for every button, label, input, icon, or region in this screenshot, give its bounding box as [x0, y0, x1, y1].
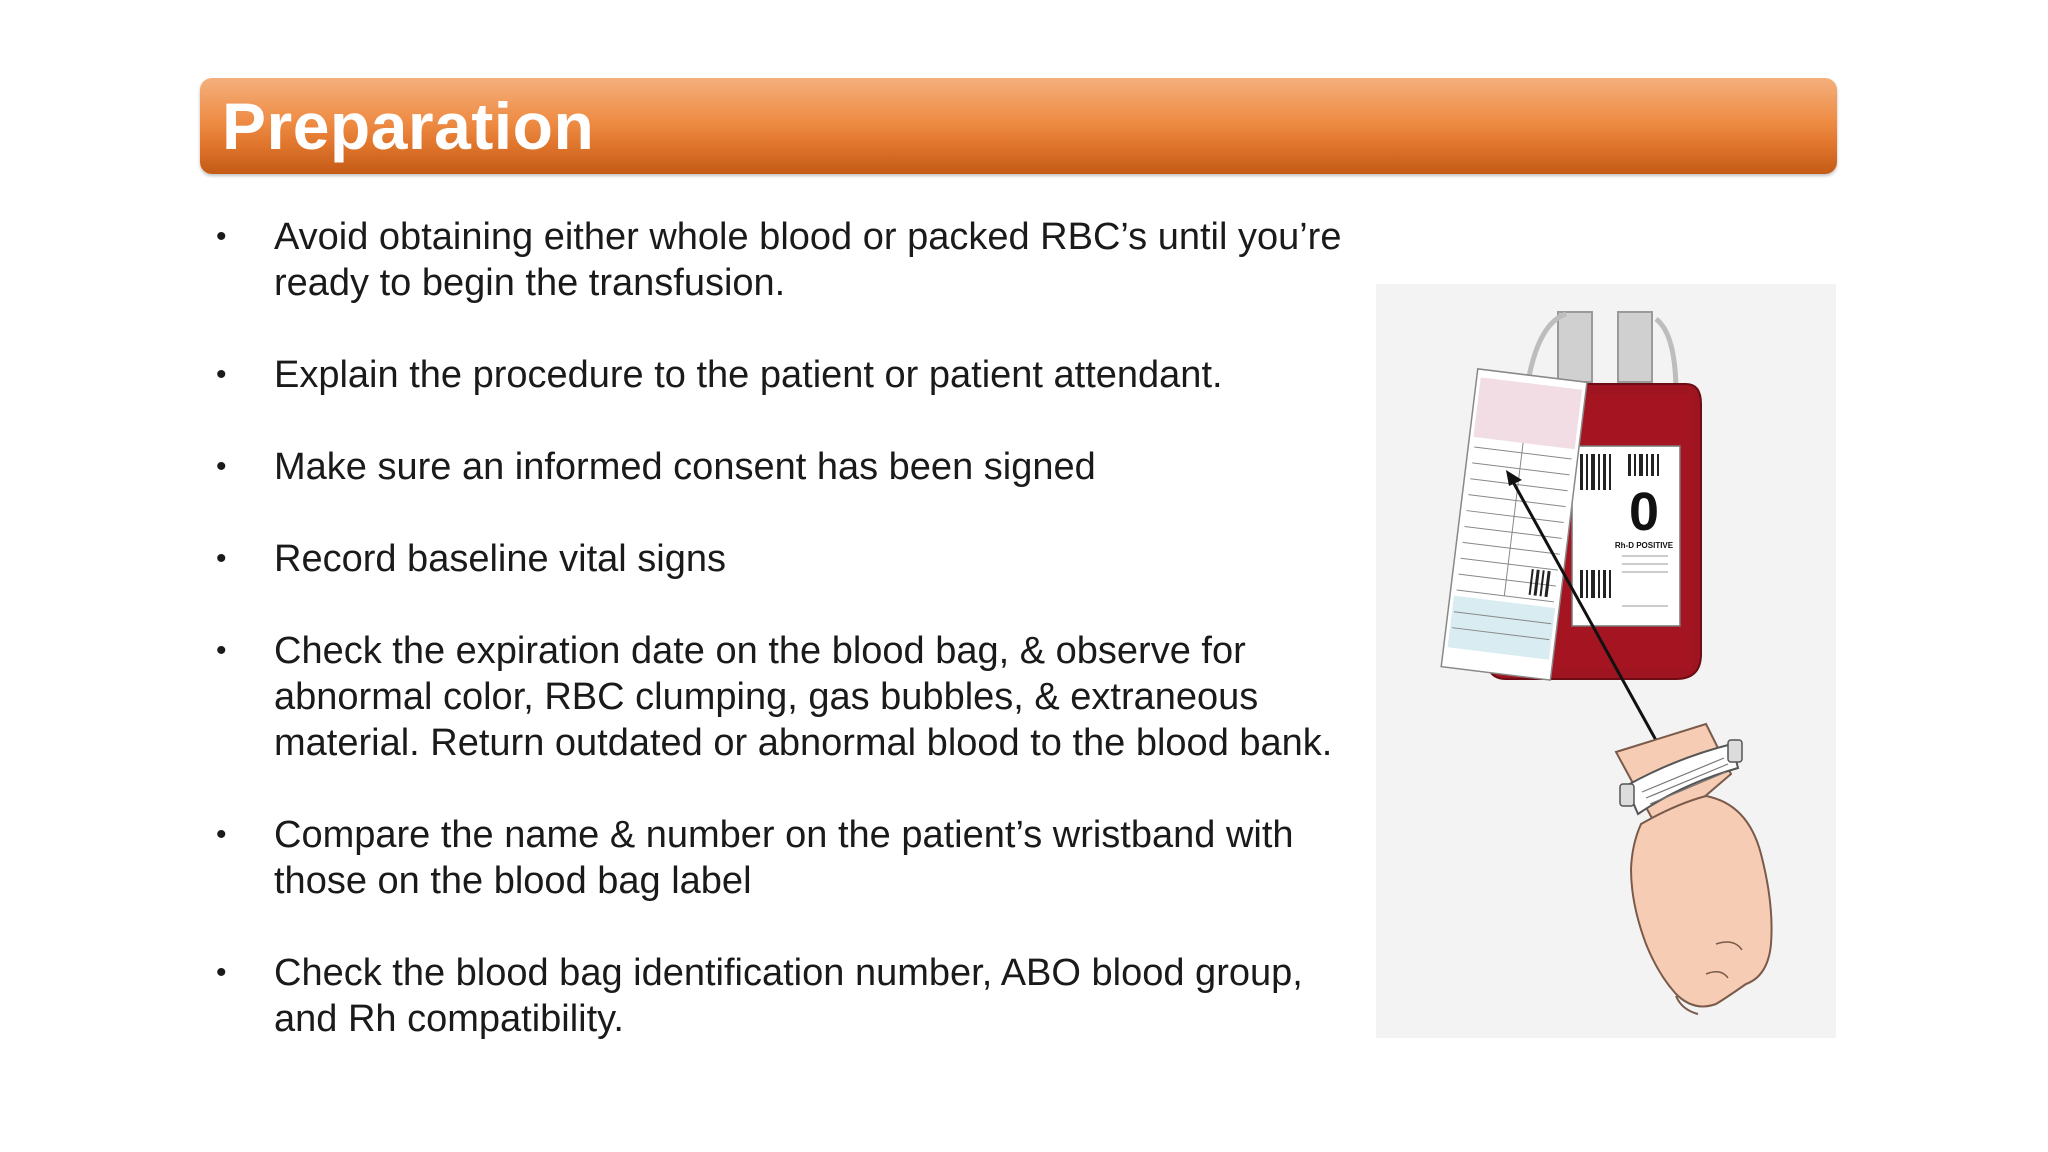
- bullet-list: [210, 214, 1360, 1088]
- bullet-text: Avoid obtaining either whole blood or packed RBC’s until you’re ready to begin the transfusion.: [274, 216, 1342, 304]
- bullet-text: Compare the name & number on the patient’s wristband with those on the blood bag label: [274, 814, 1294, 902]
- bullet-text: Explain the procedure to the patient or patient attendant.: [274, 354, 1223, 396]
- bullet-item: [210, 950, 1360, 1042]
- bullet-item: [210, 352, 1360, 398]
- bullet-marker: •: [216, 450, 227, 483]
- bullet-marker: •: [216, 542, 227, 575]
- bullet-item: [210, 444, 1360, 490]
- bullet-text: Check the expiration date on the blood bag, & observe for abnormal color, RBC clumping, gas bubbles, & extraneous material. Return outdated or abnormal blood to the blood bank.: [274, 630, 1333, 764]
- bullet-marker: •: [216, 818, 227, 851]
- blood-bag-wristband-illustration: [1376, 284, 1836, 1038]
- bullet-marker: •: [216, 220, 227, 253]
- bullet-item: [210, 812, 1360, 904]
- bullet-marker: •: [216, 634, 227, 667]
- bullet-text: Check the blood bag identification number, ABO blood group, and Rh compatibility.: [274, 952, 1303, 1040]
- bullet-item: [210, 536, 1360, 582]
- bullet-text: Make sure an informed consent has been signed: [274, 446, 1096, 488]
- slide-title: Preparation: [222, 89, 595, 163]
- bullet-item: [210, 214, 1360, 306]
- title-bar: [200, 78, 1837, 174]
- bag-rh-type: Rh-D POSITIVE: [1614, 541, 1674, 550]
- bullet-marker: •: [216, 358, 227, 391]
- bullet-marker: •: [216, 956, 227, 989]
- bag-label: [1572, 446, 1680, 626]
- bullet-item: [210, 628, 1360, 766]
- bullet-text: Record baseline vital signs: [274, 538, 727, 580]
- illustration-svg: [1376, 284, 1836, 1038]
- bag-blood-group: 0: [1628, 482, 1660, 542]
